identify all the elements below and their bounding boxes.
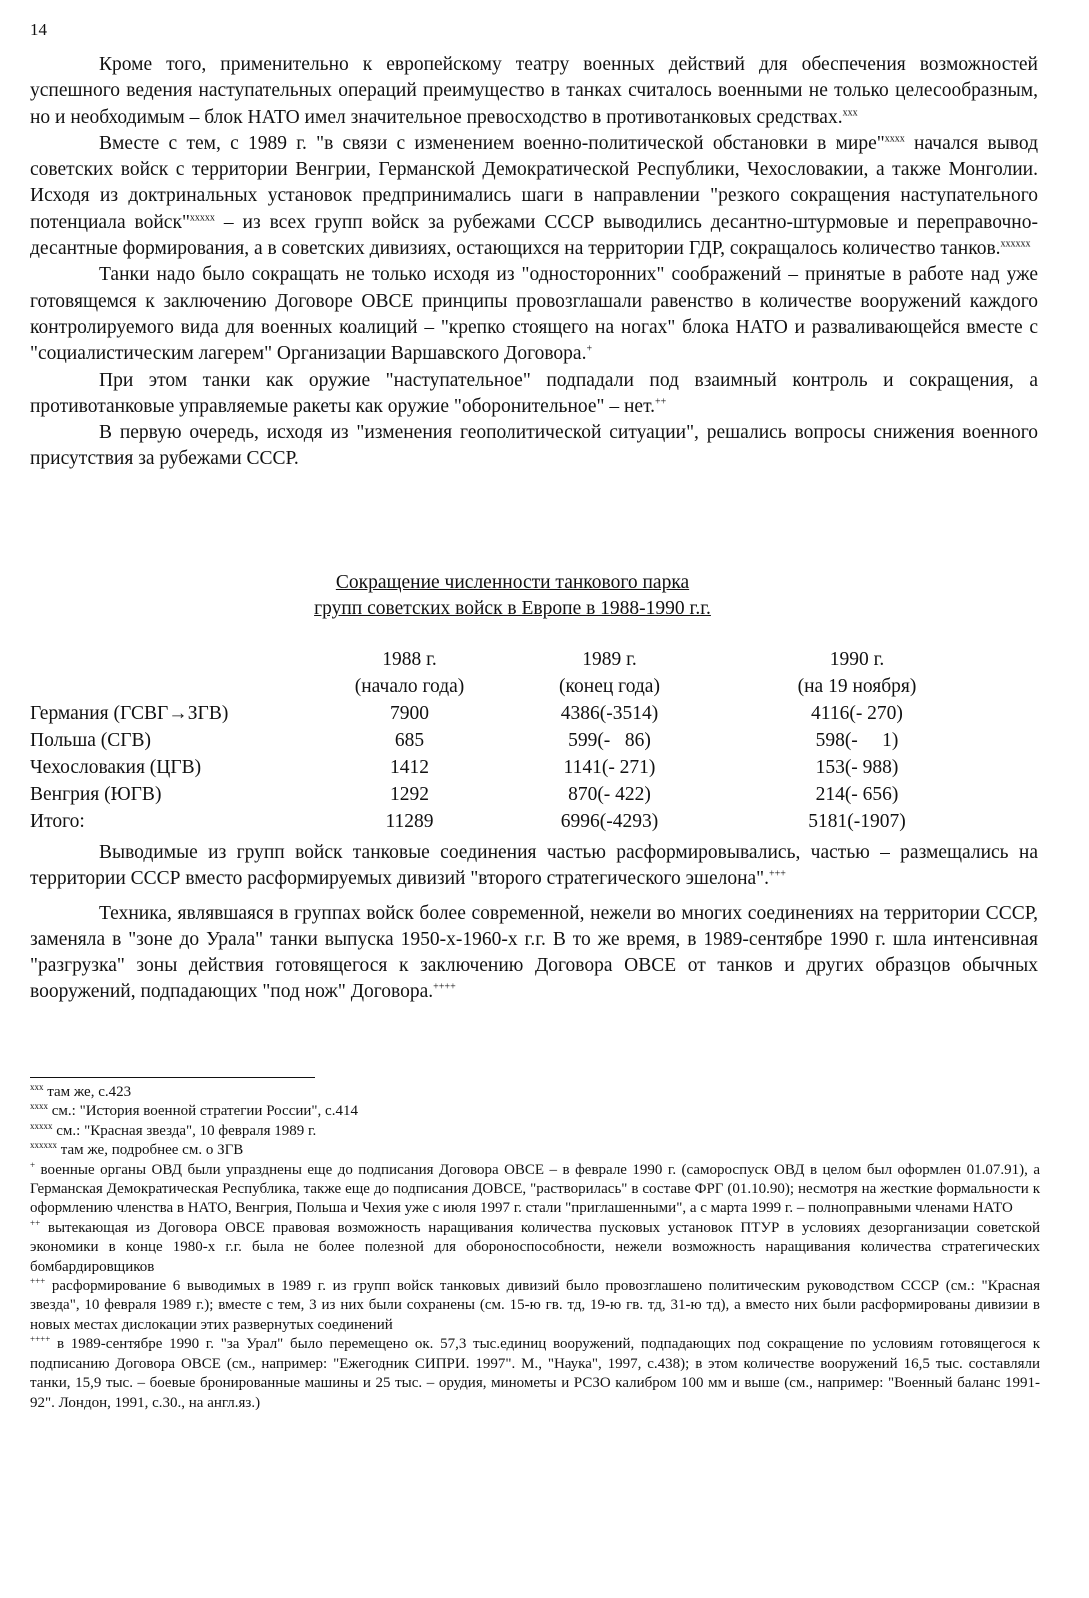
row-label: Итого: [30,811,85,832]
cell-1988: 1412 [390,757,429,778]
table-total-row [30,808,992,835]
footnote-ref: + [586,343,593,355]
page-number: 14 [30,20,47,39]
table-caption-line-1: Сокращение численности танкового парка [335,572,690,593]
footnote-mark: xxxx [30,1101,48,1112]
cell-1988: 7900 [390,703,429,724]
paragraph-4: При этом танки как оружие "наступательное" подпадали под взаимный контроль и сокращения, а противотанковые управляемые ракеты как оружие "оборонительное" – нет.++ [30,369,1038,417]
cell-1989: 599(- 86) [568,730,651,751]
cell-1990: 4116(- 270) [811,703,903,724]
main-text [30,52,1038,473]
footnote-ref: +++ [769,868,786,880]
row-label: Германия (ГСВГ→ЗГВ) [30,703,229,724]
footnote-ref: xxxxxx [1000,238,1031,250]
footnote-ref: xxx [842,107,858,119]
footnote-ref: ++ [655,396,667,408]
footnote-ref: xxxxx [189,212,215,224]
table-row [30,754,992,781]
paragraph-7: Техника, являвшаяся в группах войск более современной, нежели во многих соединениях на территории СССР, заменяла в "зоне до Урала" танки выпуска 1950-х-1960-х г.г. В то же время, в 1989-сентябре 1990 г. шла интенсивная "разгрузка" зоны действия готовящегося к заключению Договора ОВСЕ от танков и других образцов обычных вооружений, подпадающих "под нож" Договора.++++ [30,902,1038,1003]
cell-1989: 870(- 422) [568,784,651,805]
column-header: 1990 г. [829,649,885,670]
column-header: 1989 г. [582,649,637,670]
footnote-mark: xxxxxx [30,1140,57,1151]
footnote-mark: ++ [30,1217,41,1228]
footnote-mark: xxx [30,1082,44,1092]
cell-1990: 598(- 1) [815,730,899,751]
footnote-ref: xxxx [884,133,905,145]
cell-1990: 214(- 656) [815,784,899,805]
column-header: 1988 г. [382,649,437,670]
paragraph-5: В первую очередь, исходя из "изменения геополитической ситуации", решались вопросы снижения военного присутствия за рубежами СССР. [30,422,1038,470]
footnote: $^{xxxx}$ см.: "История военной стратегии России", с.414 [30,1101,358,1120]
table-caption-line-2: групп советских войск в Европе в 1988-1990 г.г. [314,598,711,619]
table-row [30,700,992,727]
footnote-ref: ++++ [433,981,456,993]
footnote: $^{xxxxxx}$ там же, подробнее см. о ЗГВ [30,1140,244,1159]
cell-1988: 1292 [390,784,429,805]
column-subheader: (на 19 ноября) [797,676,917,697]
table-subheader-row [30,673,992,700]
footnote-mark: +++ [30,1276,46,1287]
paragraph-1: Кроме того, применительно к европейскому театру военных действий для обеспечения возможностей успешного ведения наступательных операций преимущество в танках считалось военными не только целесообразным, но и необходимым – блок НАТО имел значительное превосходство в противотанковых средствах.$^{xxx}$ [30,54,1038,128]
footnote: ++ вытекающая из Договора ОВСЕ правовая возможность наращивания количества пусковых установок ПТУР в условиях дезорганизации советской экономики в конце 1980-х г.г. была не более полезной для обороноспособности, нежели возможность наращивания количества стратегических бомбардировщиков [30,1217,1040,1275]
cell-1990: 5181(-1907) [808,811,906,832]
cell-1988: 685 [394,730,425,751]
footnote-mark: ++++ [30,1334,51,1345]
footnote-mark: xxxxx [30,1120,53,1131]
footnotes [30,1083,1040,1413]
footnote-mark: + [30,1159,36,1170]
table-header-row [30,646,992,673]
column-subheader: (начало года) [354,676,465,697]
footnote: +++ расформирование 6 выводимых в 1989 г. из групп войск танковых дивизий было провозглашено политическим руководством СССР (см.: "Красная звезда", 10 февраля 1989 г.); вместе с тем, 3 из них были сохранены (см. 15-ю гв. тд, 19-ю гв. тд, 31-ю тд), а вместо них были расформированы дивизии в новых местах дислокации этих развернутых соединений [30,1276,1040,1333]
column-subheader: (конец года) [559,676,660,697]
cell-1989: 6996(-4293) [560,811,659,832]
footnote-divider [30,1077,315,1078]
row-label: Чехословакия (ЦГВ) [30,757,202,778]
table-row [30,727,992,754]
footnote: + военные органы ОВД были упразднены еще до подписания Договора ОВСЕ – в феврале 1990 г. (самороспуск ОВД в целом был оформлен 01.07.91), а Германская Демократическая Республика, также еще до подписания ДОВСЕ, "растворилась" в составе ФРГ (01.10.90); несмотря на жесткие формальности к оформлению членства в НАТО, Венгрия, Польша и Чехия уже с июля 1997 г. стали "приглашенными", а с марта 1999 г. – полноправными членами НАТО [30,1159,1040,1217]
table-row [30,781,992,808]
table-caption [30,570,995,622]
cell-1989: 4386(-3514) [560,703,659,724]
footnote: $^{xxx}$ там же, с.423 [30,1082,132,1100]
tank-reduction-table [30,646,992,835]
cell-1990: 153(- 988) [815,757,899,778]
main-text-continued [30,840,1038,1006]
footnote: ++++ в 1989-сентябре 1990 г. "за Урал" было перемещено ок. 57,3 тыс.единиц вооружений, подпадающих под сокращение по условиям готовящегося к подписанию Договора ОВСЕ (см., например: "Ежегодник СИПРИ. 1997". М., "Наука", 1997, с.438); в этом количестве вооружений 16,5 тыс. составляли танки, 15,9 тыс. – боевые бронированные машины и 25 тыс. – орудия, минометы и РСЗО калибром 100 мм и выше (см., например: "Военный баланс 1991-92". Лондон, 1991, с.30., на англ.яз.) [30,1334,1040,1411]
paragraph-6: Выводимые из групп войск танковые соединения частью расформировывались, частью – размещались на территории СССР вместо расформируемых дивизий "второго стратегического эшелона".+++ [30,842,1038,890]
paragraph-2: Вместе с тем, с 1989 г. "в связи с изменением военно-политической обстановки в мире"$^{xxxx}$ начался вывод советских войск с территории Венгрии, Германской Демократической Республики, Чехословакии, а также Монголии. Исходя из доктринальных установок предпринимались шаги в направлении "резкого сокращения наступательного потенциала войск"$^{xxxxx}$ – из всех групп войск за рубежами СССР выводились десантно-штурмовые и переправочно-десантные формирования, а в советских дивизиях, остающихся на территории ГДР, сокращалось количество танков.$^{xxxxxx}$ [30,132,1038,260]
cell-1989: 1141(- 271) [563,757,656,778]
cell-1988: 11289 [385,811,434,832]
row-label: Польша (СГВ) [30,730,152,751]
paragraph-3: Танки надо было сокращать не только исходя из "односторонних" соображений – принятые в работе над уже готовящемся к заключению Договоре ОВСЕ принципы провозглашали равенство в количестве вооружений каждого контролируемого вида для военных коалиций – "крепко стоящего на ногах" блока НАТО и разваливающейся вместе с "социалистическим лагерем" Организации Варшавского Договора.+ [30,264,1038,365]
row-label: Венгрия (ЮГВ) [30,784,162,805]
footnote: $^{xxxxx}$ см.: "Красная звезда", 10 февраля 1989 г. [30,1120,317,1139]
